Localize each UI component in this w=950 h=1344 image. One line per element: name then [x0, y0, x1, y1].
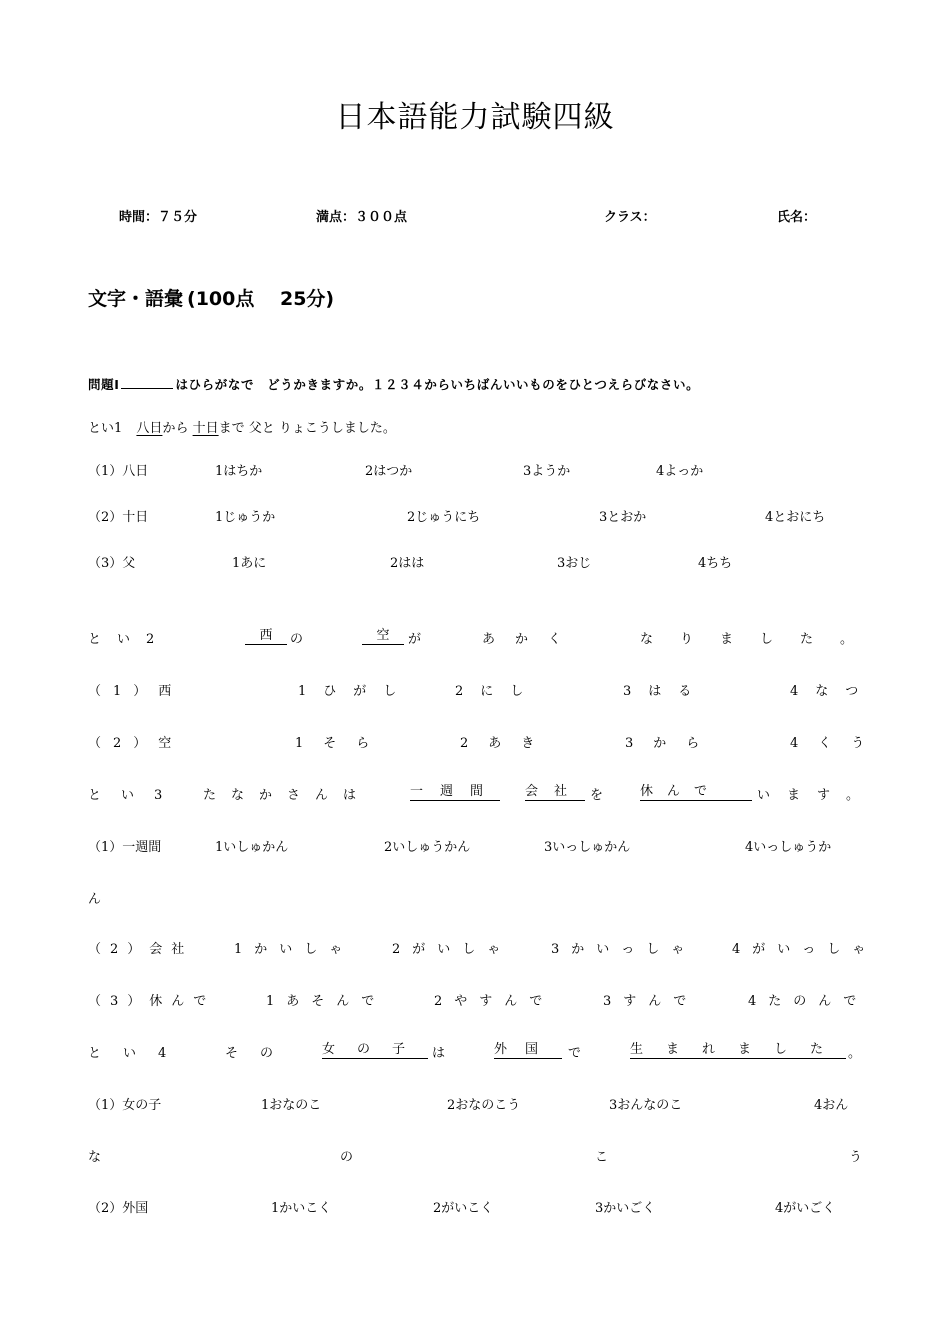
underlined-word: 西	[245, 628, 287, 645]
question-number: とい4	[88, 1046, 189, 1061]
choice-label: （1）一週間	[88, 840, 162, 855]
sentence-text: の	[290, 632, 304, 647]
choice-option: 2にし	[455, 684, 541, 699]
underlined-word: 生まれました	[630, 1042, 847, 1057]
choice-label: （3）休んで	[88, 994, 216, 1009]
sentence-text: が	[408, 632, 422, 647]
choice-option: 3すんで	[603, 994, 699, 1009]
choice-option: 3いっしゅかん	[544, 840, 631, 855]
exam-score: 満点：３００点	[316, 210, 408, 225]
answer-blank	[121, 378, 173, 389]
sentence-text: まで 父と りょこうしました。	[218, 421, 396, 436]
wrapped-text: こ	[595, 1150, 609, 1165]
choice-label: （1）西	[88, 684, 184, 699]
wrapped-text: の	[340, 1150, 354, 1165]
choice-label: （2）外国	[88, 1201, 149, 1216]
choice-option: 3おんなのこ	[609, 1098, 683, 1113]
underlined-word: 一週間	[410, 784, 501, 799]
choice-option: 1はちか	[215, 464, 263, 479]
sentence-text: 。	[848, 1046, 862, 1061]
problem-instruction-text: はひらがなで どうかきますか。１２３４からいちばんいいものをひとつえらびなさい。	[175, 377, 700, 392]
choice-option: 2おなのこう	[447, 1098, 521, 1113]
choice-option: 3ようか	[523, 464, 571, 479]
problem-instruction	[88, 375, 699, 393]
sentence-text: を	[590, 788, 604, 803]
choice-option: 2あき	[460, 736, 555, 751]
choice-option: 1いしゅかん	[215, 840, 289, 855]
section-label: 文字・語彙	[88, 288, 184, 310]
wrapped-text: な	[88, 1150, 102, 1165]
choice-option: 4がいっしゃ	[732, 942, 878, 957]
choice-option: 3とおか	[599, 510, 647, 525]
sentence-text: から	[162, 421, 189, 436]
question-number: とい1	[88, 421, 123, 436]
underlined-word: 休んで	[640, 784, 752, 801]
sentence-text: で	[568, 1046, 582, 1061]
choice-option: 2がいしゃ	[392, 942, 513, 957]
choice-option: 4なつ	[790, 684, 876, 699]
choice-option: 3はる	[623, 684, 709, 699]
choice-label: （2）十日	[88, 510, 149, 525]
choice-option: 1あそんで	[266, 994, 387, 1009]
underlined-word: 会社	[525, 784, 584, 799]
underlined-word: 外国	[494, 1042, 562, 1059]
underlined-word: 女の子	[322, 1042, 428, 1057]
section-points: (100点 25分)	[187, 288, 335, 310]
choice-option: 4がいごく	[775, 1201, 836, 1216]
choice-label: （2）空	[88, 736, 184, 751]
wrapped-text: ん	[88, 892, 102, 907]
problem-label: 問題Ⅰ	[88, 377, 120, 392]
choice-option: 1ひがし	[298, 684, 414, 699]
choice-label: （1）女の子	[88, 1098, 162, 1113]
wrapped-text: う	[849, 1150, 863, 1165]
choice-option: 2いしゅうかん	[384, 840, 471, 855]
underlined-word: 十日	[192, 421, 219, 436]
exam-title: 日本語能力試験四級	[335, 100, 615, 135]
question-number: とい3	[88, 788, 183, 803]
sentence-text: います。	[757, 788, 876, 803]
choice-option: 2やすんで	[434, 994, 555, 1009]
question-number: とい2	[88, 632, 171, 647]
class-field: クラス：	[604, 210, 656, 225]
sentence-text: なりました。	[640, 632, 881, 647]
choice-option: 3から	[625, 736, 720, 751]
underlined-word: 八日	[136, 421, 163, 436]
name-field: 氏名：	[777, 210, 817, 225]
question-1-sentence	[88, 417, 396, 436]
sentence-text: は	[432, 1046, 446, 1061]
choice-option: 1そら	[295, 736, 390, 751]
choice-option: 1かいしゃ	[234, 942, 355, 957]
sentence-text: あかく	[482, 632, 582, 647]
underlined-word: 空	[362, 628, 404, 645]
choice-option: 4いっしゅうか	[745, 840, 832, 855]
choice-option: 4よっか	[656, 464, 704, 479]
choice-option: 1あに	[232, 556, 267, 571]
sentence-text: たなかさんは	[203, 788, 372, 803]
section-heading	[88, 284, 334, 311]
choice-option: 3かいっしゃ	[551, 942, 697, 957]
sentence-text: その	[225, 1046, 296, 1061]
choice-label: （2）会社	[88, 942, 194, 957]
choice-option: 1おなのこ	[261, 1098, 322, 1113]
choice-option: 3かいごく	[595, 1201, 656, 1216]
choice-option: 3おじ	[557, 556, 592, 571]
choice-option: 4とおにち	[765, 510, 826, 525]
choice-label: （3）父	[88, 556, 136, 571]
choice-option: 1かいこく	[271, 1201, 332, 1216]
choice-option: 4ちち	[698, 556, 733, 571]
choice-option: 2がいこく	[433, 1201, 494, 1216]
choice-option: 4たのんで	[748, 994, 869, 1009]
choice-option: 2じゅうにち	[407, 510, 481, 525]
choice-option: 4おん	[814, 1098, 849, 1113]
choice-option: 2はつか	[365, 464, 413, 479]
choice-label: （1）八日	[88, 464, 149, 479]
exam-time: 時間：７５分	[119, 210, 198, 225]
choice-option: 4くう	[790, 736, 885, 751]
choice-option: 1じゅうか	[215, 510, 276, 525]
choice-option: 2はは	[390, 556, 425, 571]
